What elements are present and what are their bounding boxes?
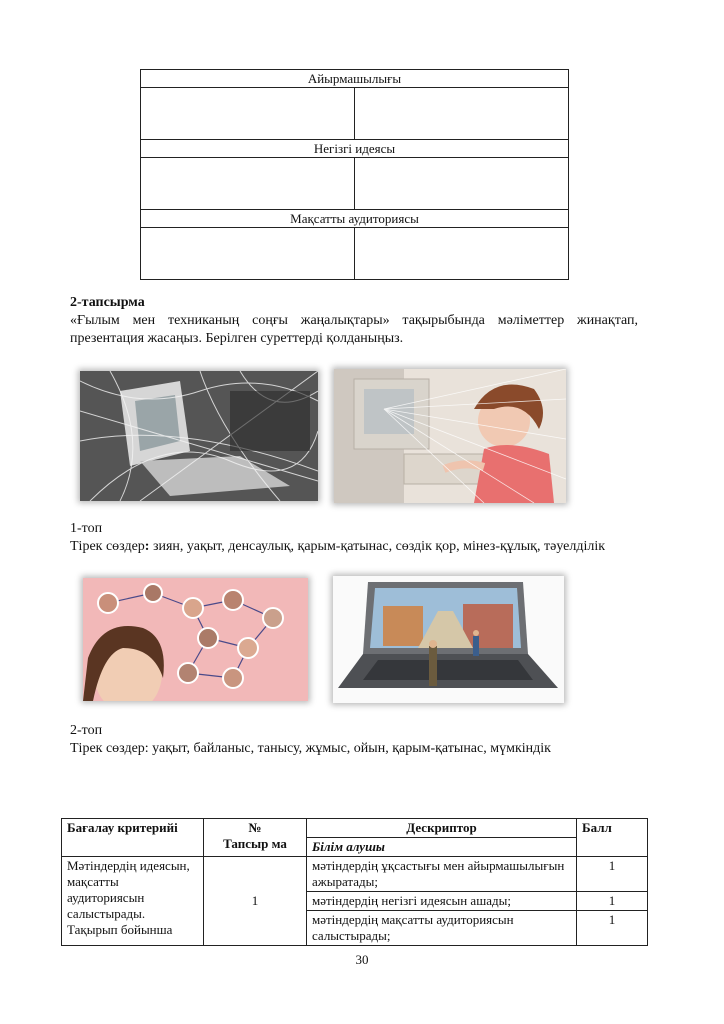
cell-blank [354, 88, 568, 140]
photo-girl-computer [334, 369, 566, 503]
score-cell: 1 [577, 892, 648, 911]
descriptor-cell: мәтіндердің ұқсастығы мен айырмашылығын ажыратады; [307, 857, 577, 892]
header-descriptor: Дескриптор [307, 819, 577, 838]
descriptor-cell: мәтіндердің мақсатты аудиториясын салыстырады; [307, 911, 577, 946]
row-header-difference: Айырмашылығы [141, 70, 569, 88]
criteria-cell: Мәтіндердің идеясын, мақсатты аудиториясын салыстырады. Тақырып бойынша [62, 857, 204, 946]
group2-label: 2-топ [70, 723, 103, 738]
row-header-main-idea: Негізгі идеясы [141, 140, 569, 158]
cell-blank [354, 228, 568, 280]
cell-blank [141, 88, 355, 140]
group1-keywords-list: зиян, уақыт, денсаулық, қарым-қатынас, сөздік қор, мінез-құлық, тәуелділік [149, 539, 606, 554]
header-score: Балл [577, 819, 648, 857]
photo-social-network [83, 578, 308, 701]
group1-label: 1-топ [70, 521, 103, 536]
task-title: 2-тапсырма [70, 295, 145, 310]
photo-cobweb-computer [80, 371, 318, 501]
group1-keywords [70, 538, 605, 555]
header-task-number [204, 819, 307, 857]
header-task-number-line2: Тапсыр ма [223, 836, 287, 851]
header-task-number-line1: № [248, 820, 262, 835]
score-cell: 1 [577, 857, 648, 892]
task-number-cell: 1 [204, 857, 307, 946]
task-text-line2: презентация жасаңыз. Берілген суреттерді қолданыңыз. [70, 331, 404, 346]
task-text-line1: «Ғылым мен техниканың соңғы жаңалықтары» тақырыбында мәліметтер жинақтап, [70, 313, 638, 328]
score-cell: 1 [577, 911, 648, 946]
header-learner: Білім алушы [307, 838, 577, 857]
comparison-table [140, 69, 569, 280]
photo-laptop-virtual-world [333, 576, 564, 703]
cell-blank [141, 228, 355, 280]
group1-keywords-prefix: Тірек сөздер [70, 539, 145, 554]
page-number: 30 [355, 952, 369, 967]
row-header-target-audience: Мақсатты аудиториясы [141, 210, 569, 228]
descriptor-cell: мәтіндердің негізгі идеясын ашады; [307, 892, 577, 911]
cell-blank [354, 158, 568, 210]
group2-keywords: Тірек сөздер: уақыт, байланыс, танысу, жұмыс, ойын, қарым-қатынас, мүмкіндік [70, 741, 551, 756]
header-criteria: Бағалау критерийі [62, 819, 204, 857]
cell-blank [141, 158, 355, 210]
group1-keywords-colon: : [144, 539, 150, 554]
evaluation-table [61, 818, 648, 946]
